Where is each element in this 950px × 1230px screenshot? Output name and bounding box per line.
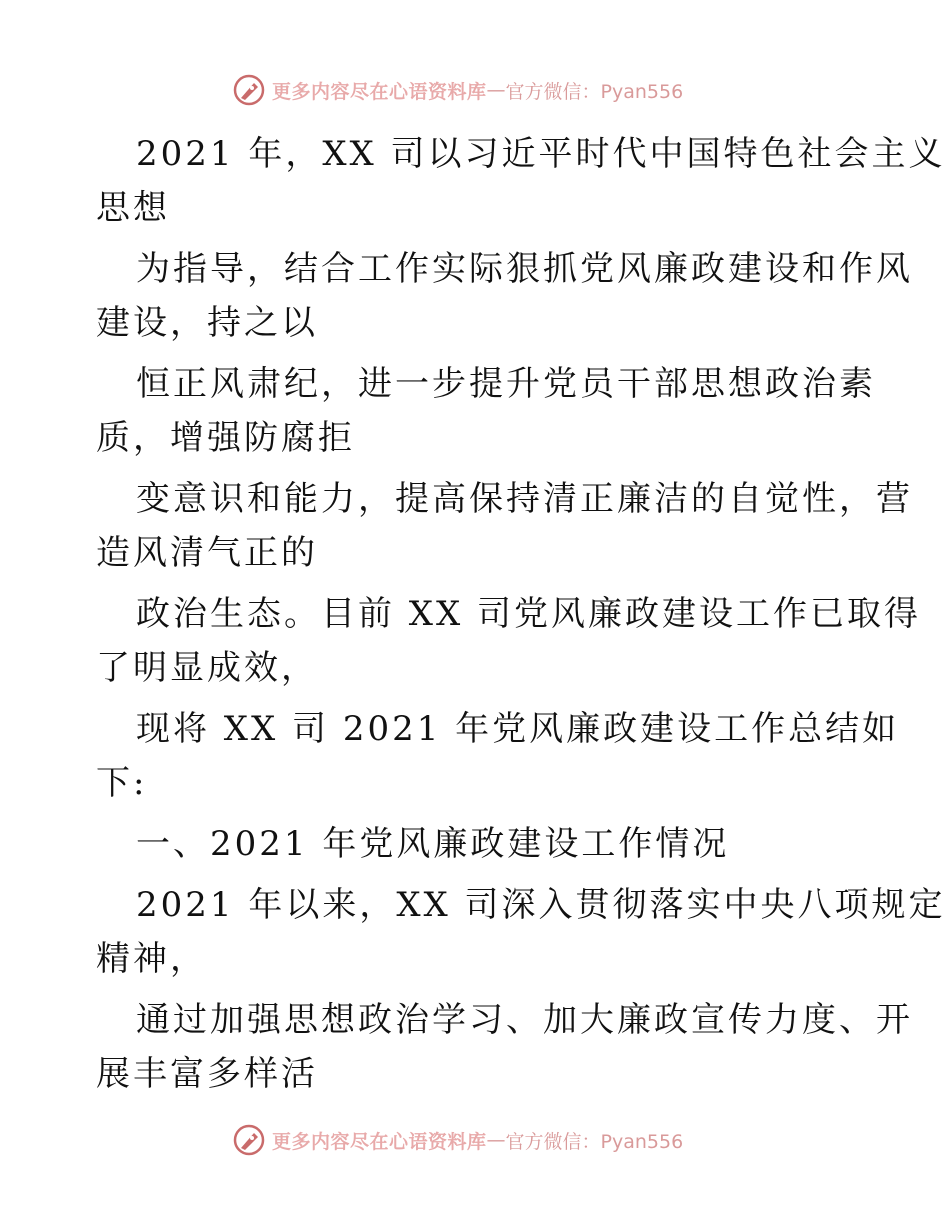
watermark-main-text: 更多内容尽在心语资料库 [272,1130,487,1153]
text-line: 恒正风肃纪，进一步提升党员干部思想政治素 [136,364,876,404]
text-line: 变意识和能力，提高保持清正廉洁的自觉性，营 [136,479,913,519]
watermark-main-text: 更多内容尽在心语资料库 [272,80,487,103]
text-line: 精神， [96,939,207,979]
text-line: 2021 年以来，XX 司深入贯彻落实中央八项规定 [136,885,946,925]
text-line: 展丰富多样活 [96,1054,318,1094]
watermark-separator: — [486,1129,506,1151]
text-line: 建设，持之以 [96,303,318,343]
text-line: 质，增强防腐拒 [96,418,355,458]
text-line: 下: [96,763,148,803]
text-line: 为指导，结合工作实际狠抓党风廉政建设和作风 [136,249,913,289]
text-line: 通过加强思想政治学习、加大廉政宣传力度、开 [136,1000,913,1040]
header-watermark-banner [232,72,712,108]
text-line: 造风清气正的 [96,533,318,573]
text-line: 2021 年，XX 司以习近平时代中国特色社会主义 [136,134,946,174]
text-line: 思想 [96,188,170,228]
text-line: 了明显成效， [96,648,318,688]
text-line: 现将 XX 司 2021 年党风廉政建设工作总结如 [136,709,900,749]
footer-watermark-banner [232,1122,712,1158]
pen-nib-logo-icon [232,73,266,107]
section-heading: 一、2021 年党风廉政建设工作情况 [136,824,730,864]
text-line: 政治生态。目前 XX 司党风廉政建设工作已取得 [136,594,922,634]
watermark-sub-text: 官方微信：Pyan556 [505,80,684,103]
watermark-sub-text: 官方微信：Pyan556 [505,1130,684,1153]
watermark-separator: — [486,79,506,101]
pen-nib-logo-icon [232,1123,266,1157]
